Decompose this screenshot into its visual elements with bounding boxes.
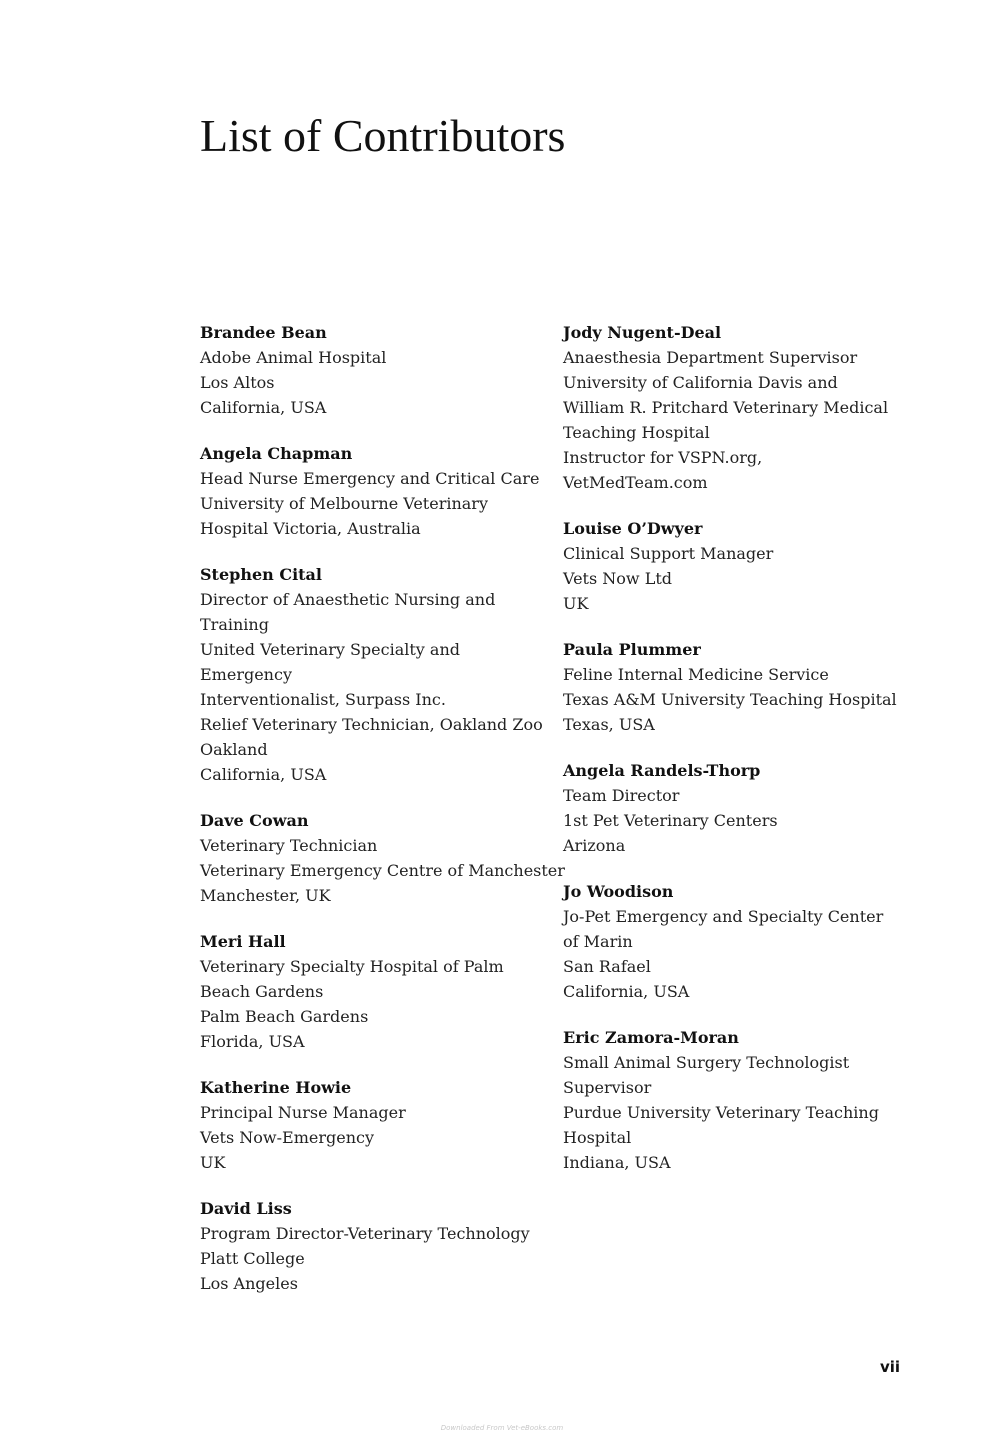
contributor-affiliation-line: Veterinary Emergency Centre of Manchester bbox=[200, 861, 565, 880]
contributor-affiliation-line: Indiana, USA bbox=[563, 1153, 671, 1172]
contributor-name: Dave Cowan bbox=[200, 811, 309, 830]
contributor-affiliation-line: Palm Beach Gardens bbox=[200, 1007, 369, 1026]
contributor-entry bbox=[563, 516, 903, 616]
contributor-affiliation-line: Instructor for VSPN.org, bbox=[563, 448, 763, 467]
contributor-affiliation-line: Beach Gardens bbox=[200, 982, 324, 1001]
page-title: List of Contributors bbox=[200, 110, 566, 161]
contributor-entry bbox=[563, 879, 903, 1004]
contributor-affiliation-line: Team Director bbox=[563, 786, 680, 805]
contributor-entry bbox=[200, 1075, 550, 1175]
contributor-affiliation-line: Training bbox=[200, 615, 269, 634]
contributor-affiliation-line: UK bbox=[200, 1153, 226, 1172]
contributor-name: David Liss bbox=[200, 1199, 292, 1218]
contributors-column-right bbox=[563, 320, 903, 1196]
contributor-affiliation-line: Los Angeles bbox=[200, 1274, 298, 1293]
contributor-affiliation-line: Veterinary Technician bbox=[200, 836, 378, 855]
contributor-affiliation-line: Anaesthesia Department Supervisor bbox=[563, 348, 858, 367]
contributor-affiliation-line: Jo-Pet Emergency and Specialty Center bbox=[563, 907, 884, 926]
contributor-affiliation-line: Program Director-Veterinary Technology bbox=[200, 1224, 530, 1243]
contributor-name: Brandee Bean bbox=[200, 323, 327, 342]
contributor-entry bbox=[200, 562, 550, 787]
contributor-affiliation-line: Principal Nurse Manager bbox=[200, 1103, 406, 1122]
contributors-column-left bbox=[200, 320, 565, 1317]
contributor-affiliation-line: Relief Veterinary Technician, Oakland Zoo bbox=[200, 715, 543, 734]
contributor-affiliation-line: Emergency bbox=[200, 665, 292, 684]
contributor-affiliation-line: Purdue University Veterinary Teaching bbox=[563, 1103, 879, 1122]
contributor-affiliation-line: Head Nurse Emergency and Critical Care bbox=[200, 469, 540, 488]
contributor-affiliation-line: Platt College bbox=[200, 1249, 305, 1268]
contributor-affiliation-line: Hospital bbox=[563, 1128, 632, 1147]
contributor-affiliation-line: Texas, USA bbox=[563, 715, 655, 734]
contributor-affiliation-line: Supervisor bbox=[563, 1078, 652, 1097]
contributor-name: Eric Zamora-Moran bbox=[563, 1028, 739, 1047]
contributor-affiliation-line: of Marin bbox=[563, 932, 633, 951]
contributor-affiliation-line: Interventionalist, Surpass Inc. bbox=[200, 690, 446, 709]
contributor-affiliation-line: Teaching Hospital bbox=[563, 423, 710, 442]
contributor-entry bbox=[200, 1196, 550, 1296]
contributor-affiliation-line: Adobe Animal Hospital bbox=[200, 348, 387, 367]
contributor-name: Jo Woodison bbox=[563, 882, 674, 901]
contributor-affiliation-line: California, USA bbox=[200, 398, 327, 417]
contributor-affiliation-line: Los Altos bbox=[200, 373, 275, 392]
page-number: vii bbox=[879, 1358, 900, 1376]
contributor-entry bbox=[563, 320, 903, 495]
contributor-name: Angela Randels-Thorp bbox=[563, 761, 761, 780]
contributor-affiliation-line: UK bbox=[563, 594, 589, 613]
contributor-affiliation-line: Veterinary Specialty Hospital of Palm bbox=[200, 957, 504, 976]
contributor-name: Louise O’Dwyer bbox=[563, 519, 703, 538]
contributor-entry bbox=[200, 320, 550, 420]
contributor-entry bbox=[200, 929, 550, 1054]
contributor-affiliation-line: 1st Pet Veterinary Centers bbox=[563, 811, 778, 830]
contributor-affiliation-line: California, USA bbox=[563, 982, 690, 1001]
contributor-affiliation-line: Florida, USA bbox=[200, 1032, 305, 1051]
contributor-affiliation-line: Vets Now-Emergency bbox=[200, 1128, 374, 1147]
contributor-affiliation-line: University of California Davis and bbox=[563, 373, 838, 392]
contributor-affiliation-line: California, USA bbox=[200, 765, 327, 784]
contributor-affiliation-line: Small Animal Surgery Technologist bbox=[563, 1053, 850, 1072]
contributor-name: Jody Nugent-Deal bbox=[563, 323, 722, 342]
contributor-affiliation-line: Manchester, UK bbox=[200, 886, 331, 905]
contributor-name: Stephen Cital bbox=[200, 565, 322, 584]
contributor-entry bbox=[200, 808, 565, 908]
contributor-affiliation-line: Director of Anaesthetic Nursing and bbox=[200, 590, 496, 609]
contributor-affiliation-line: San Rafael bbox=[563, 957, 651, 976]
contributor-affiliation-line: Vets Now Ltd bbox=[563, 569, 672, 588]
contributor-affiliation-line: VetMedTeam.com bbox=[563, 473, 708, 492]
contributor-affiliation-line: Hospital Victoria, Australia bbox=[200, 519, 421, 538]
contributor-name: Katherine Howie bbox=[200, 1078, 352, 1097]
contributor-entry bbox=[200, 441, 550, 541]
contributor-affiliation-line: Oakland bbox=[200, 740, 268, 759]
contributor-name: Paula Plummer bbox=[563, 640, 701, 659]
contributor-affiliation-line: United Veterinary Specialty and bbox=[200, 640, 461, 659]
contributor-affiliation-line: Texas A&M University Teaching Hospital bbox=[563, 690, 897, 709]
contributor-affiliation-line: University of Melbourne Veterinary bbox=[200, 494, 488, 513]
contributor-affiliation-line: Feline Internal Medicine Service bbox=[563, 665, 829, 684]
contributor-name: Angela Chapman bbox=[200, 444, 353, 463]
contributor-entry bbox=[563, 758, 903, 858]
contributor-entry bbox=[563, 1025, 903, 1175]
contributor-name: Meri Hall bbox=[200, 932, 286, 951]
contributor-affiliation-line: William R. Pritchard Veterinary Medical bbox=[563, 398, 889, 417]
contributor-entry bbox=[563, 637, 903, 737]
contributor-affiliation-line: Arizona bbox=[563, 836, 626, 855]
contributor-affiliation-line: Clinical Support Manager bbox=[563, 544, 774, 563]
watermark: Downloaded From Vet-eBooks.com bbox=[440, 1424, 564, 1432]
